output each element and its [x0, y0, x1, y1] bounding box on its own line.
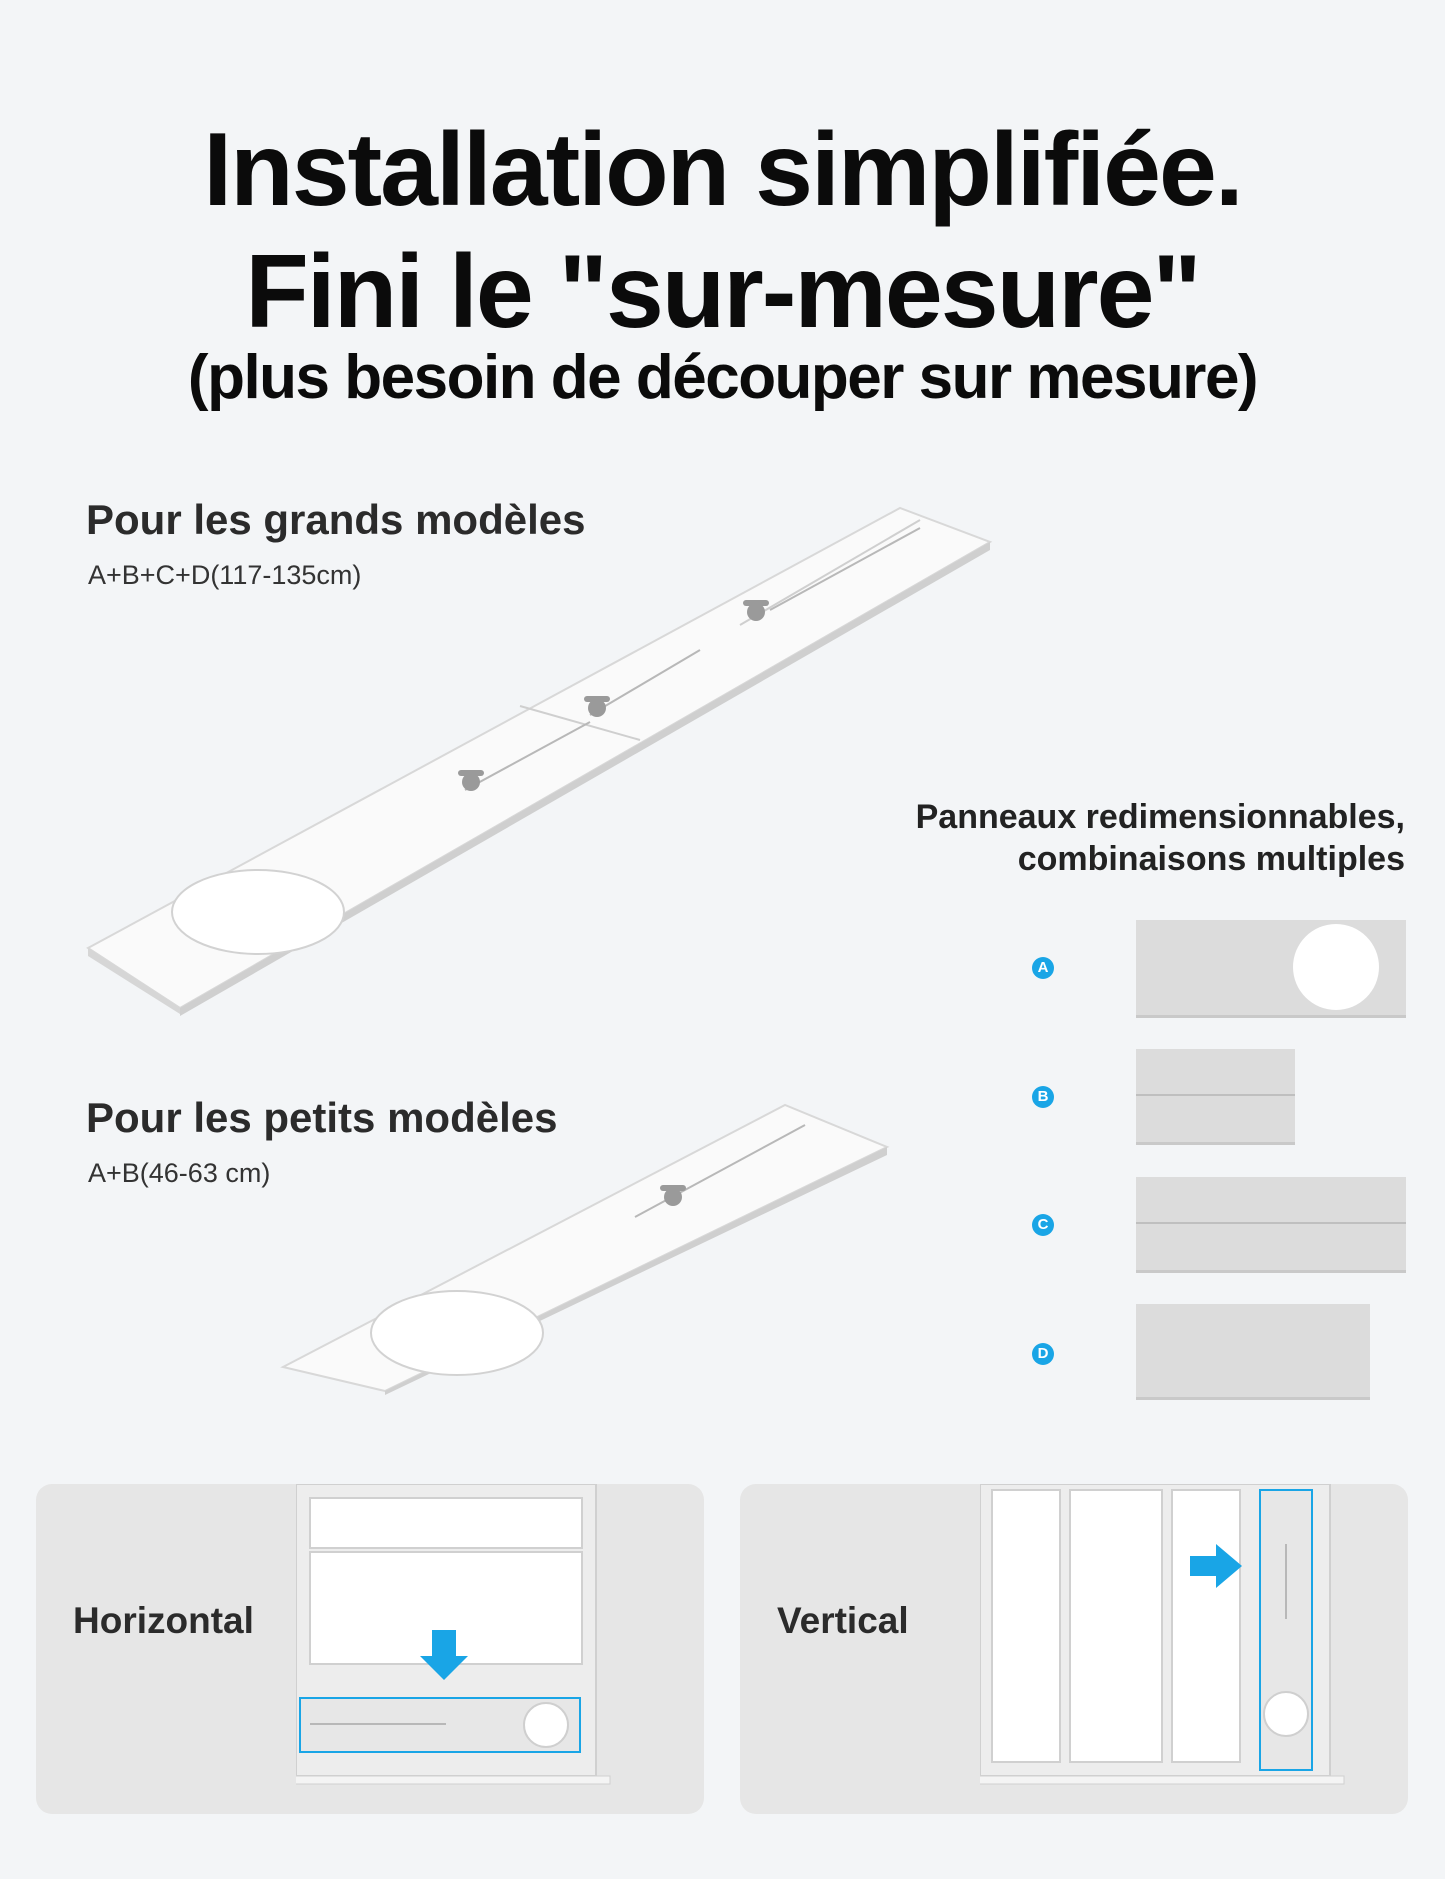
- large-window-kit-illustration: [80, 500, 1000, 1020]
- panel-d: [1136, 1304, 1370, 1400]
- horizontal-install-card: [36, 1484, 704, 1814]
- horizontal-label: Horizontal: [73, 1600, 254, 1641]
- vertical-install-card: [740, 1484, 1408, 1814]
- panel-a: [1136, 920, 1406, 1018]
- vertical-label: Vertical: [777, 1600, 909, 1641]
- title-line-3: (plus besoin de découper sur mesure): [187, 343, 1258, 412]
- panel-b-seam: [1136, 1094, 1295, 1096]
- panel-c-badge: C: [1032, 1214, 1054, 1236]
- panel-a-hole: [1293, 924, 1379, 1010]
- title-line-2: Fini le "sur-mesure": [245, 234, 1200, 350]
- horizontal-window-illustration: [296, 1484, 696, 1814]
- vertical-window-illustration: [980, 1484, 1400, 1814]
- large-models-size: A+B+C+D(117-135cm): [88, 560, 362, 590]
- panel-a-badge: A: [1032, 957, 1054, 979]
- panel-d-badge: D: [1032, 1343, 1054, 1365]
- small-models-size: A+B(46-63 cm): [88, 1158, 271, 1188]
- panel-b-badge: B: [1032, 1086, 1054, 1108]
- panel-c: [1136, 1177, 1406, 1273]
- small-models-title: Pour les petits modèles: [86, 1094, 558, 1141]
- panel-c-seam: [1136, 1222, 1406, 1224]
- panels-heading-line-1: Panneaux redimensionnables,: [915, 798, 1405, 836]
- panels-heading-line-2: combinaisons multiples: [1017, 840, 1405, 878]
- panels-heading: [705, 796, 1405, 880]
- title-line-1: Installation simplifiée.: [203, 112, 1242, 228]
- panel-b: [1136, 1049, 1295, 1145]
- large-models-title: Pour les grands modèles: [86, 496, 586, 543]
- small-window-kit-illustration: [275, 1095, 895, 1395]
